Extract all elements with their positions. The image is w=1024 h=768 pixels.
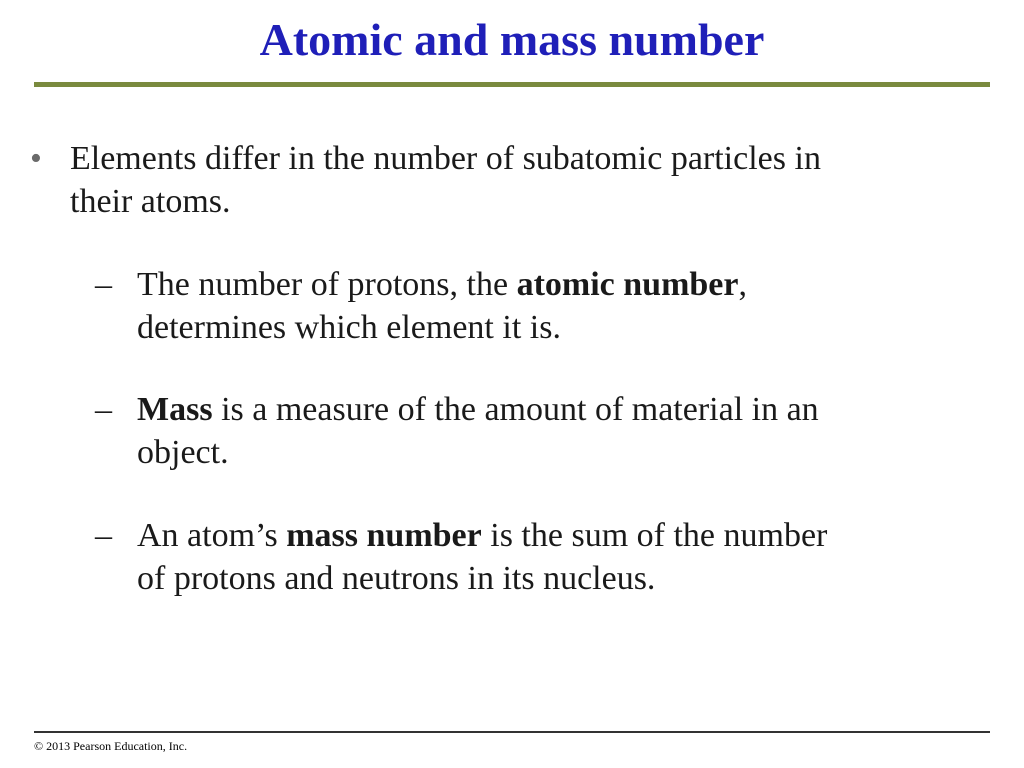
sub-bullet-marker: –: [95, 517, 112, 554]
slide-title: Atomic and mass number: [259, 14, 765, 65]
sub-bullet-text: [137, 388, 819, 474]
sub-bullet-line-2: of protons and neutrons in its nucleus.: [137, 560, 656, 597]
term-atomic-number: atomic number: [516, 266, 739, 303]
sub-bullet-line-1: [137, 263, 747, 306]
bullet-text: [70, 137, 821, 223]
sub-bullet-text: [137, 514, 827, 600]
bullet-line-2: their atoms.: [70, 183, 231, 220]
text-run: is the sum of the number: [481, 517, 828, 554]
footer-divider: [34, 731, 990, 733]
text-run: is a measure of the amount of material in an: [212, 391, 819, 428]
bullet-marker: •: [30, 140, 42, 177]
sub-bullet-line-1: [137, 514, 827, 557]
sub-bullet-marker: –: [95, 391, 112, 428]
sub-bullet-marker: –: [95, 266, 112, 303]
sub-bullet-text: [137, 263, 747, 349]
term-mass-number: mass number: [286, 517, 482, 554]
text-run: An atom’s: [137, 517, 287, 554]
text-run: ,: [738, 266, 747, 303]
text-run: The number of protons, the: [137, 266, 517, 303]
term-mass: Mass: [137, 391, 213, 428]
bullet-line-1: Elements differ in the number of subatomic particles in: [70, 140, 821, 177]
sub-bullet-line-2: determines which element it is.: [137, 309, 561, 346]
sub-bullet-line-2: object.: [137, 434, 229, 471]
sub-bullet-line-1: [137, 388, 819, 431]
copyright-footer: © 2013 Pearson Education, Inc.: [34, 739, 188, 753]
